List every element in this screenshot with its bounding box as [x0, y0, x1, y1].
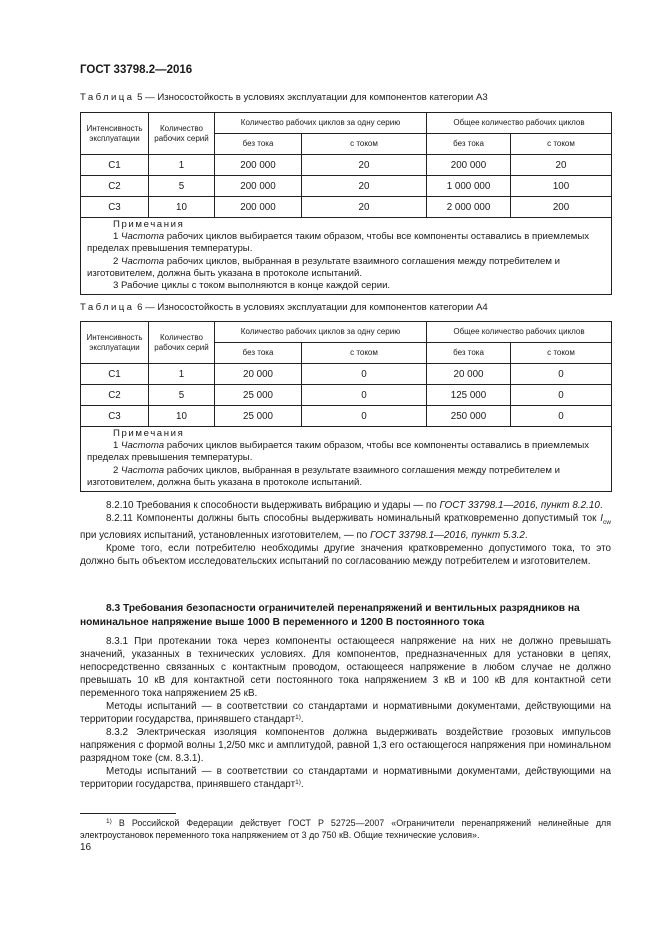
table6-header-cycles: Количество рабочих циклов за одну серию — [215, 322, 427, 343]
table-cell: 5 — [149, 176, 215, 197]
table-cell: С1 — [81, 364, 149, 385]
table-cell: 20 — [302, 197, 427, 218]
table5-subheader: с током — [511, 134, 612, 155]
table-cell: 200 000 — [215, 197, 302, 218]
table5-header-cycles: Количество рабочих циклов за одну серию — [215, 113, 427, 134]
note-2: 2 Частота рабочих циклов, выбранная в результате взаимного соглашения между потребителем и изготовителем, должна быть указана в протоколе испытаний. — [87, 464, 560, 488]
table-cell: С2 — [81, 176, 149, 197]
footnote-mark: 1) — [295, 714, 301, 721]
table-cell: С3 — [81, 406, 149, 427]
body-text-8-3 — [80, 635, 611, 791]
table5-header-total: Общее количество рабочих циклов — [427, 113, 612, 134]
table5-subheader: с током — [302, 134, 427, 155]
table-cell: 25 000 — [215, 385, 302, 406]
table-cell: 200 — [511, 197, 612, 218]
table5 — [80, 112, 612, 295]
table-cell: 2 000 000 — [427, 197, 511, 218]
table-cell: 0 — [302, 364, 427, 385]
table6-subheader: без тока — [427, 343, 511, 364]
table-cell: 0 — [302, 385, 427, 406]
paragraph-8-3-2: 8.3.2 Электрическая изоляция компонентов должна выдерживать воздействие грозовых импульсов напряжения с формой волны 1,2/50 мкс и амплитудой, равной 1,3 его остающегося напряжения при номинальном разрядном токе (см. 8.3.1). — [80, 727, 611, 764]
table-cell: 20 000 — [215, 364, 302, 385]
paragraph-8-2-11: 8.2.11 Компоненты должны быть способны выдерживать номинальный кратковременно допустимый ток $I_{cw}$ при условиях испытаний, установленных изготовителем, — по ГОСТ 33798.1—2016, пункт 5.3.2. — [80, 513, 611, 541]
table-cell: 1 — [149, 155, 215, 176]
table-cell: 200 000 — [215, 155, 302, 176]
table-cell: 0 — [511, 364, 612, 385]
table6-title: 6 — Износостойкость в условиях эксплуатации для компонентов категории А4 — [137, 302, 488, 313]
paragraph-test-methods-2: Методы испытаний — в соответствии со стандартами и нормативными документами, действующими на территории государства, принявшего стандарт$^{1)}$. — [80, 766, 611, 790]
footnote-divider — [80, 813, 176, 814]
table-cell: 20 — [511, 155, 612, 176]
footnote-mark: 1) — [295, 779, 301, 786]
table-cell: 200 000 — [215, 176, 302, 197]
table5-label: Таблица — [80, 92, 135, 103]
table5-title: 5 — Износостойкость в условиях эксплуатации для компонентов категории А3 — [137, 92, 488, 103]
table-row — [81, 406, 612, 427]
table-cell: 250 000 — [427, 406, 511, 427]
table6-header-total: Общее количество рабочих циклов — [427, 322, 612, 343]
table6-subheader: с током — [511, 343, 612, 364]
note-3: 3 Рабочие циклы с током выполняются в конце каждой серии. — [113, 280, 391, 292]
table-cell: С1 — [81, 155, 149, 176]
body-text-8-2 — [80, 499, 611, 568]
document-header: ГОСТ 33798.2—2016 — [80, 64, 193, 76]
paragraph-test-methods-1: Методы испытаний — в соответствии со стандартами и нормативными документами, действующими на территории государства, принявшего стандарт$^{1)}$. — [80, 701, 611, 725]
footnote: $^{1)}$ В Российской Федерации действует ГОСТ Р 52725—2007 «Ограничители перенапряжений нелинейные для электроустановок переменного тока напряжением от 3 до 750 кВ. Общие технические условия». — [80, 818, 611, 840]
table-row — [81, 364, 612, 385]
table-cell: 1 — [149, 364, 215, 385]
table-cell: 10 — [149, 197, 215, 218]
table5-subheader: без тока — [215, 134, 302, 155]
note-1: 1 Частота рабочих циклов выбирается таким образом, чтобы все компоненты оставались в приемлемых пределах превышения температуры. — [87, 440, 590, 464]
table-cell: 200 000 — [427, 155, 511, 176]
paragraph-additional-current: Кроме того, если потребителю необходимы другие значения кратковременно допустимого тока, то это должно быть объектом исследовательских испытаний по согласованию между потребителем и изготовителем. — [80, 542, 611, 567]
table-cell: 5 — [149, 385, 215, 406]
table-cell: 20 — [302, 176, 427, 197]
table6-header-series: Количество рабочих серий — [149, 322, 215, 364]
table6 — [80, 321, 612, 492]
table-cell: 100 — [511, 176, 612, 197]
table-row — [81, 385, 612, 406]
table-cell: 125 000 — [427, 385, 511, 406]
table-cell: С3 — [81, 197, 149, 218]
page-number: 16 — [80, 842, 92, 853]
paragraph-8-3-1: 8.3.1 При протекании тока через компоненты остающееся напряжение на них не должно превышать значений, указанных в технических условиях. Для компонентов, предназначенных для установки в цепях, непосредственно связанных с контактным проводом, остающееся напряжение в любом случае не должно превышать 10 кВ для контактной сети постоянного тока напряжением 3 кВ и 100 кВ для контактной сети переменного тока напряжением 25 кВ. — [80, 636, 611, 699]
notes-heading: Примечания — [113, 219, 185, 230]
table-cell: 10 — [149, 406, 215, 427]
table-cell: 0 — [511, 385, 612, 406]
table-cell: 0 — [302, 406, 427, 427]
table5-header-series: Количество рабочих серий — [149, 113, 215, 155]
table-cell: 20 000 — [427, 364, 511, 385]
table-cell: 25 000 — [215, 406, 302, 427]
table-cell: С2 — [81, 385, 149, 406]
table6-notes — [81, 427, 612, 492]
paragraph-8-2-10: 8.2.10 Требования к способности выдерживать вибрацию и удары — по ГОСТ 33798.1—2016, пункт 8.2.10. — [106, 500, 603, 511]
table6-label: Таблица — [80, 302, 135, 313]
note-2: 2 Частота рабочих циклов, выбранная в результате взаимного соглашения между потребителем и изготовителем, должна быть указана в протоколе испытаний. — [87, 255, 560, 279]
section-8-3-heading: 8.3 Требования безопасности ограничителей перенапряжений и вентильных разрядников на номинальное напряжение выше 1000 В переменного и 1200 В постоянного тока — [80, 603, 580, 628]
notes-heading: Примечания — [113, 428, 185, 439]
table5-notes — [81, 218, 612, 295]
table-row — [81, 197, 612, 218]
table-cell: 20 — [302, 155, 427, 176]
note-1: 1 Частота рабочих циклов выбирается таким образом, чтобы все компоненты оставались в приемлемых пределах превышения температуры. — [87, 231, 590, 255]
table-row — [81, 155, 612, 176]
table5-header-intensity: Интенсивность эксплуатации — [81, 113, 149, 155]
table-row — [81, 176, 612, 197]
table6-header-intensity: Интенсивность эксплуатации — [81, 322, 149, 364]
table-cell: 0 — [511, 406, 612, 427]
table6-subheader: без тока — [215, 343, 302, 364]
footnote-mark: 1) — [106, 818, 112, 825]
table5-subheader: без тока — [427, 134, 511, 155]
table6-caption — [80, 302, 488, 313]
table5-caption — [80, 92, 488, 103]
table6-subheader: с током — [302, 343, 427, 364]
table-cell: 1 000 000 — [427, 176, 511, 197]
